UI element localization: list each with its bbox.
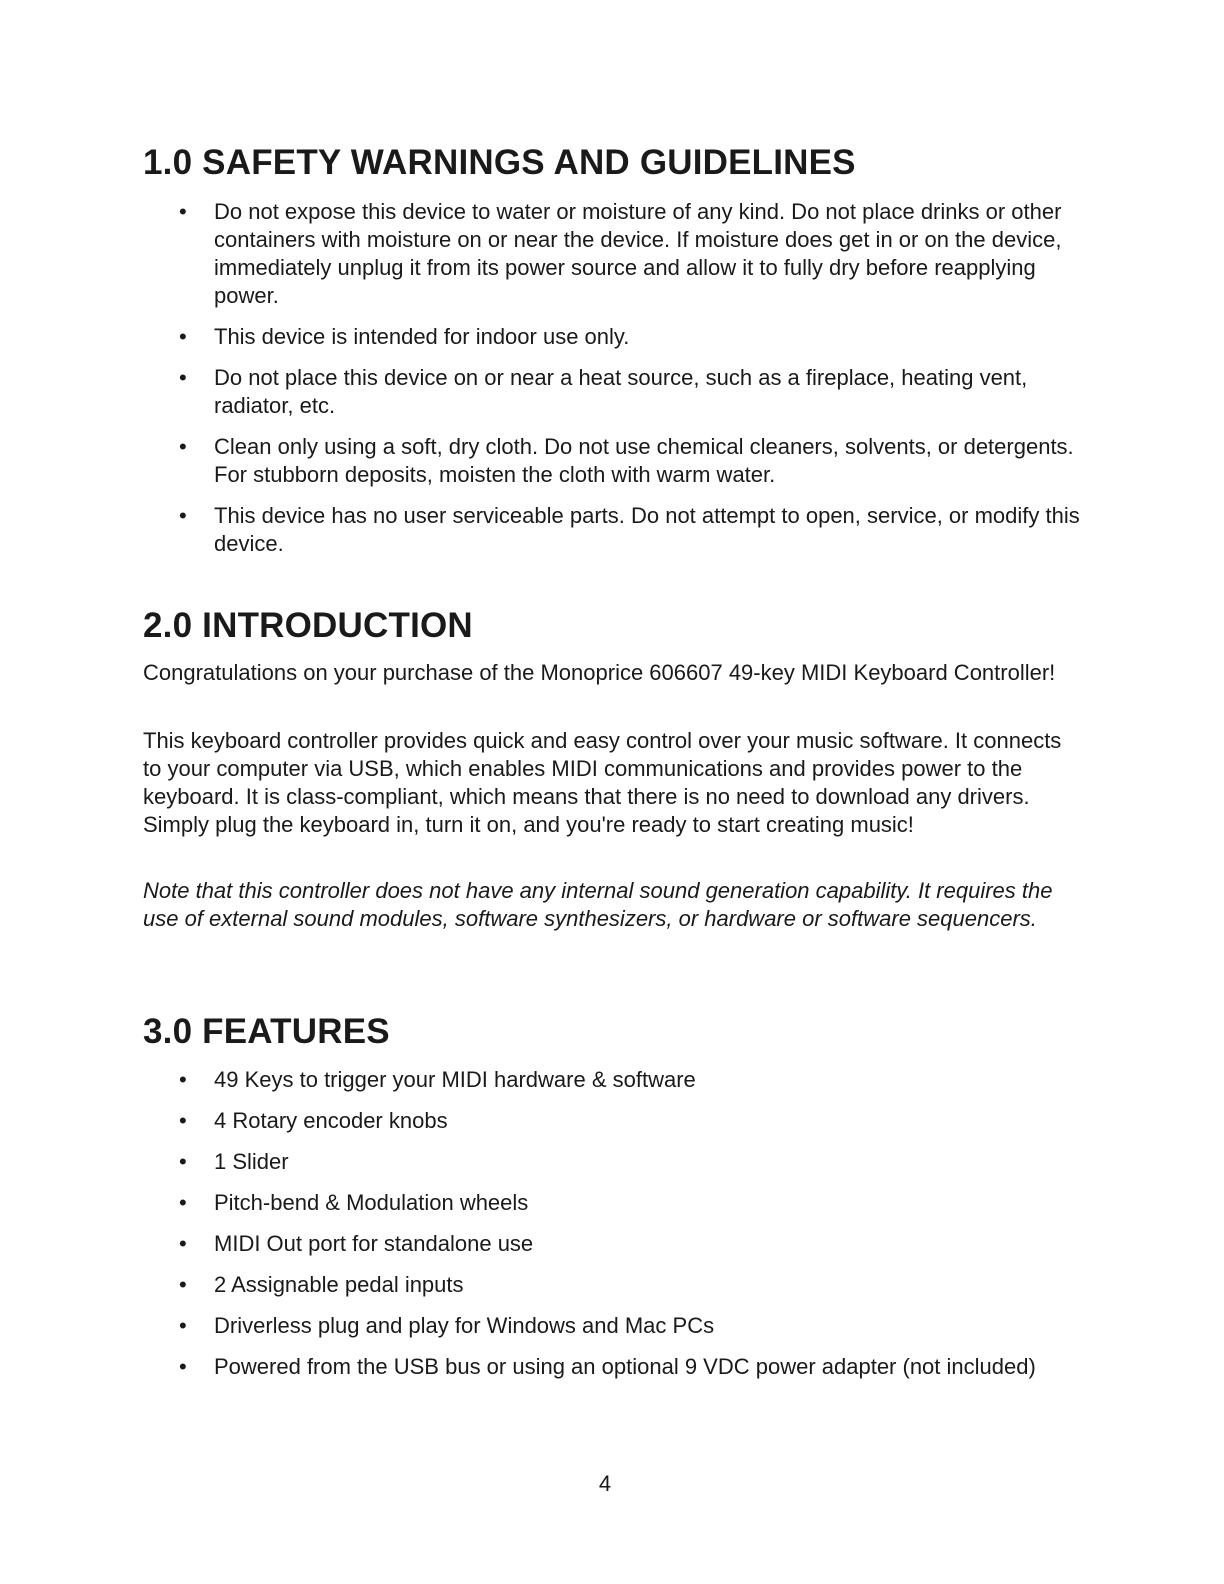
list-item [143, 1148, 1083, 1176]
bullet-icon: • [179, 1190, 187, 1215]
bullet-icon: • [179, 199, 187, 224]
bullet-icon: • [179, 365, 187, 390]
list-item [143, 1066, 1083, 1094]
intro-paragraph-note: Note that this controller does not have any internal sound generation capability. It requires the use of external sound modules, software synthesizers, or hardware or software sequencers. [143, 878, 1053, 931]
intro-paragraph-congratulations: Congratulations on your purchase of the Monoprice 606607 49-key MIDI Keyboard Controller! [143, 660, 1056, 685]
list-item-text: 2 Assignable pedal inputs [214, 1272, 464, 1297]
list-item-text: This device has no user serviceable parts. Do not attempt to open, service, or modify this device. [214, 503, 1080, 556]
list-item [143, 198, 1083, 310]
list-item-text: MIDI Out port for standalone use [214, 1231, 534, 1256]
list-item-text: 4 Rotary encoder knobs [214, 1108, 448, 1133]
bullet-icon: • [179, 434, 187, 459]
list-item [143, 502, 1083, 558]
list-item [143, 1312, 1083, 1340]
list-item-text: 1 Slider [214, 1149, 289, 1174]
bullet-icon: • [179, 1313, 187, 1338]
list-item-text: 49 Keys to trigger your MIDI hardware & software [214, 1067, 696, 1092]
list-item [143, 1230, 1083, 1258]
list-item-text: Powered from the USB bus or using an optional 9 VDC power adapter (not included) [214, 1354, 1036, 1379]
list-item [143, 1271, 1083, 1299]
bullet-icon: • [179, 1231, 187, 1256]
section-heading-introduction: 2.0 INTRODUCTION [143, 606, 473, 645]
page-number: 4 [598, 1471, 612, 1496]
document-page [143, 0, 1083, 1584]
list-item [143, 323, 1083, 351]
section-heading-features: 3.0 FEATURES [143, 1012, 390, 1051]
list-item-text: This device is intended for indoor use only. [214, 324, 630, 349]
features-bullet-list [143, 1066, 1083, 1394]
list-item-text: Do not place this device on or near a heat source, such as a fireplace, heating vent, radiator, etc. [214, 365, 1028, 418]
safety-bullet-list [143, 198, 1083, 571]
bullet-icon: • [179, 324, 187, 349]
list-item-text: Clean only using a soft, dry cloth. Do not use chemical cleaners, solvents, or detergents. For stubborn deposits, moisten the cloth with warm water. [214, 434, 1074, 487]
intro-paragraph-description: This keyboard controller provides quick and easy control over your music software. It connects to your computer via USB, which enables MIDI communications and provides power to the keyboard. It is class-compliant, which means that there is no need to download any drivers. Simply plug the keyboard in, turn it on, and you're ready to start creating music! [143, 728, 1062, 837]
list-item [143, 1107, 1083, 1135]
bullet-icon: • [179, 1108, 187, 1133]
list-item-text: Pitch-bend & Modulation wheels [214, 1190, 529, 1215]
bullet-icon: • [179, 1272, 187, 1297]
list-item [143, 1353, 1083, 1381]
list-item-text: Driverless plug and play for Windows and Mac PCs [214, 1313, 715, 1338]
bullet-icon: • [179, 1067, 187, 1092]
bullet-icon: • [179, 503, 187, 528]
bullet-icon: • [179, 1149, 187, 1174]
section-heading-safety: 1.0 SAFETY WARNINGS AND GUIDELINES [143, 143, 856, 182]
list-item [143, 433, 1083, 489]
list-item [143, 1189, 1083, 1217]
list-item-text: Do not expose this device to water or moisture of any kind. Do not place drinks or other containers with moisture on or near the device. If moisture does get in or on the device, immediately unplug it from its power source and allow it to fully dry before reapplying power. [214, 199, 1062, 308]
list-item [143, 364, 1083, 420]
bullet-icon: • [179, 1354, 187, 1379]
